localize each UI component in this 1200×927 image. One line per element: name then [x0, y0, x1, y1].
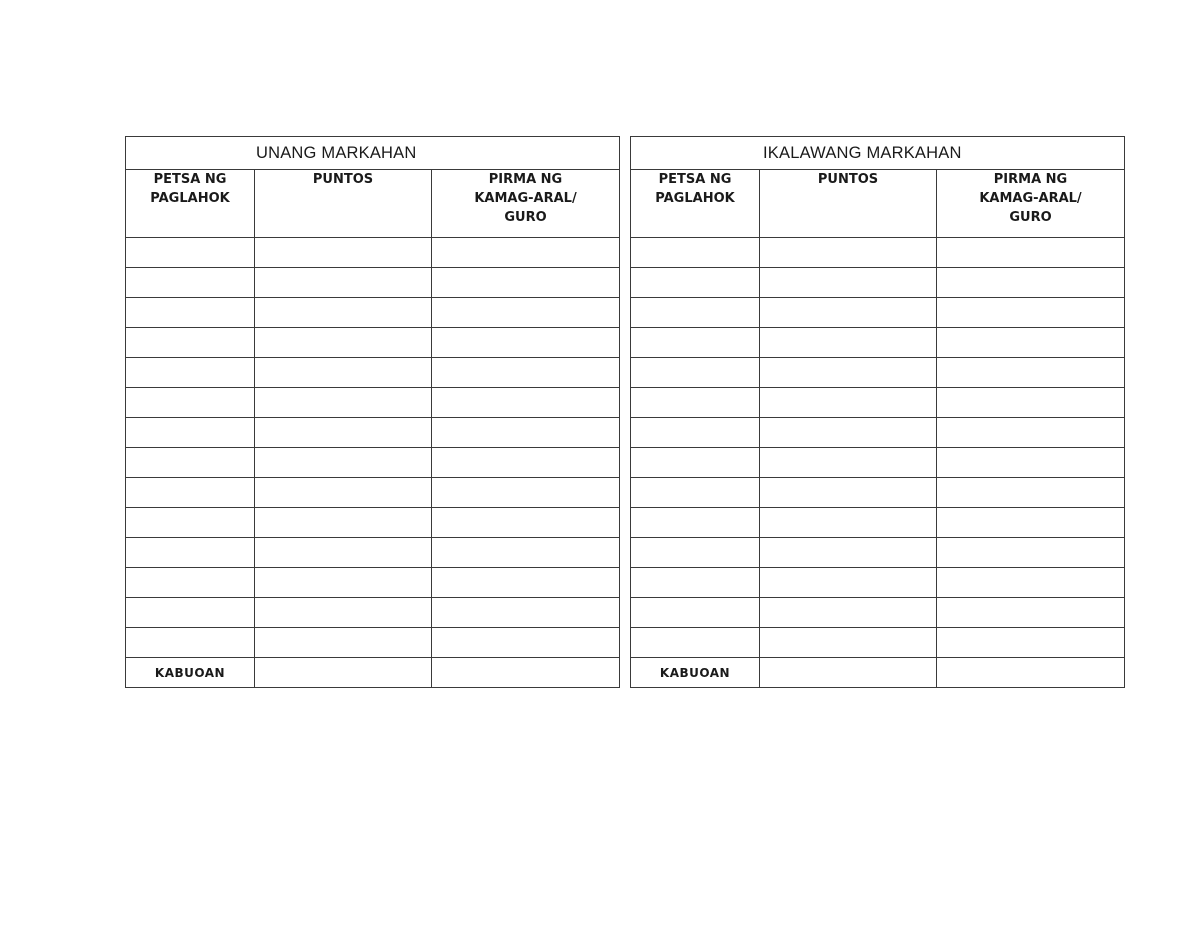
date-cell[interactable] — [126, 268, 255, 298]
signature-cell[interactable] — [432, 598, 620, 628]
total-row — [631, 658, 1125, 688]
header-line: PUNTOS — [312, 172, 374, 187]
points-cell[interactable] — [255, 598, 432, 628]
signature-cell[interactable] — [432, 298, 620, 328]
signature-cell[interactable] — [432, 358, 620, 388]
date-cell[interactable] — [126, 478, 255, 508]
header-line: PAGLAHOK — [150, 191, 230, 206]
date-cell[interactable] — [126, 358, 255, 388]
points-cell[interactable] — [255, 268, 432, 298]
header-signature — [937, 170, 1125, 238]
points-cell[interactable] — [255, 328, 432, 358]
signature-cell[interactable] — [432, 388, 620, 418]
header-line: PUNTOS — [817, 172, 879, 187]
table-row — [631, 358, 1125, 388]
date-cell[interactable] — [126, 568, 255, 598]
points-cell[interactable] — [760, 478, 937, 508]
header-line: PIRMA NG — [488, 172, 563, 187]
points-cell[interactable] — [255, 538, 432, 568]
signature-cell[interactable] — [937, 478, 1125, 508]
signature-cell[interactable] — [937, 598, 1125, 628]
table-row — [126, 508, 620, 538]
date-cell[interactable] — [631, 628, 760, 658]
total-points-cell[interactable] — [255, 658, 432, 688]
header-line: PETSA NG — [658, 172, 732, 187]
points-cell[interactable] — [760, 418, 937, 448]
points-cell[interactable] — [760, 388, 937, 418]
header-line: GURO — [504, 210, 547, 225]
date-cell[interactable] — [631, 328, 760, 358]
signature-cell[interactable] — [937, 568, 1125, 598]
table-row — [631, 628, 1125, 658]
table-row — [631, 478, 1125, 508]
points-cell[interactable] — [760, 238, 937, 268]
header-line: GURO — [1009, 210, 1052, 225]
date-cell[interactable] — [631, 418, 760, 448]
signature-cell[interactable] — [937, 418, 1125, 448]
date-cell[interactable] — [631, 358, 760, 388]
header-date — [126, 170, 255, 238]
signature-cell[interactable] — [432, 328, 620, 358]
table-row — [126, 538, 620, 568]
header-line: PIRMA NG — [993, 172, 1068, 187]
points-cell[interactable] — [760, 568, 937, 598]
signature-cell[interactable] — [937, 268, 1125, 298]
points-cell[interactable] — [760, 598, 937, 628]
points-cell[interactable] — [760, 358, 937, 388]
date-cell[interactable] — [126, 418, 255, 448]
points-cell[interactable] — [760, 268, 937, 298]
date-cell[interactable] — [126, 238, 255, 268]
total-row — [126, 658, 620, 688]
table-row — [126, 628, 620, 658]
table-row — [126, 448, 620, 478]
table-body — [631, 238, 1125, 658]
signature-cell[interactable] — [432, 508, 620, 538]
signature-cell[interactable] — [432, 628, 620, 658]
table-row — [631, 568, 1125, 598]
table-row — [631, 418, 1125, 448]
signature-cell[interactable] — [432, 478, 620, 508]
signature-cell[interactable] — [432, 238, 620, 268]
points-cell[interactable] — [255, 478, 432, 508]
table-row — [126, 478, 620, 508]
total-points-cell[interactable] — [760, 658, 937, 688]
table-row — [631, 268, 1125, 298]
signature-cell[interactable] — [937, 448, 1125, 478]
date-cell[interactable] — [631, 448, 760, 478]
table-row — [126, 328, 620, 358]
signature-cell[interactable] — [432, 268, 620, 298]
total-signature-cell[interactable] — [937, 658, 1125, 688]
points-cell[interactable] — [255, 388, 432, 418]
date-cell[interactable] — [631, 298, 760, 328]
header-line: KAMAG-ARAL/ — [979, 191, 1082, 206]
date-cell[interactable] — [126, 538, 255, 568]
table-row — [126, 598, 620, 628]
header-line: PAGLAHOK — [655, 191, 735, 206]
date-cell[interactable] — [126, 298, 255, 328]
date-cell[interactable] — [631, 598, 760, 628]
date-cell[interactable] — [631, 478, 760, 508]
signature-cell[interactable] — [937, 358, 1125, 388]
points-cell[interactable] — [255, 568, 432, 598]
signature-cell[interactable] — [937, 238, 1125, 268]
total-signature-cell[interactable] — [432, 658, 620, 688]
table-row — [631, 388, 1125, 418]
table-row — [631, 598, 1125, 628]
date-cell[interactable] — [631, 568, 760, 598]
date-cell[interactable] — [126, 628, 255, 658]
points-cell[interactable] — [255, 508, 432, 538]
total-label: KABUOAN — [126, 658, 255, 688]
points-cell[interactable] — [255, 238, 432, 268]
date-cell[interactable] — [126, 448, 255, 478]
signature-cell[interactable] — [432, 448, 620, 478]
header-date — [631, 170, 760, 238]
points-cell[interactable] — [255, 358, 432, 388]
table-row — [126, 358, 620, 388]
points-cell[interactable] — [255, 448, 432, 478]
date-cell[interactable] — [631, 268, 760, 298]
table-row — [631, 508, 1125, 538]
table-row — [126, 418, 620, 448]
header-points — [255, 170, 432, 238]
points-cell[interactable] — [255, 298, 432, 328]
date-cell[interactable] — [126, 328, 255, 358]
signature-cell[interactable] — [432, 538, 620, 568]
table-title: IKALAWANG MARKAHAN — [631, 137, 1125, 170]
points-cell[interactable] — [255, 418, 432, 448]
signature-cell[interactable] — [937, 388, 1125, 418]
table-row — [126, 568, 620, 598]
date-cell[interactable] — [631, 388, 760, 418]
table-row — [631, 538, 1125, 568]
table-title: UNANG MARKAHAN — [126, 137, 620, 170]
points-cell[interactable] — [760, 298, 937, 328]
table-row — [631, 448, 1125, 478]
points-cell[interactable] — [760, 538, 937, 568]
header-signature — [432, 170, 620, 238]
table-row — [631, 298, 1125, 328]
total-label: KABUOAN — [631, 658, 760, 688]
date-cell[interactable] — [126, 388, 255, 418]
table-row — [126, 298, 620, 328]
first-quarter-table — [125, 136, 620, 688]
table-row — [126, 238, 620, 268]
table-row — [126, 388, 620, 418]
signature-cell[interactable] — [937, 508, 1125, 538]
header-line: PETSA NG — [153, 172, 227, 187]
points-cell[interactable] — [760, 508, 937, 538]
points-cell[interactable] — [760, 448, 937, 478]
signature-cell[interactable] — [937, 298, 1125, 328]
date-cell[interactable] — [631, 508, 760, 538]
date-cell[interactable] — [631, 538, 760, 568]
header-points — [760, 170, 937, 238]
date-cell[interactable] — [126, 508, 255, 538]
table-body — [126, 238, 620, 658]
table-row — [631, 328, 1125, 358]
signature-cell[interactable] — [937, 538, 1125, 568]
date-cell[interactable] — [126, 598, 255, 628]
points-cell[interactable] — [255, 628, 432, 658]
date-cell[interactable] — [631, 238, 760, 268]
points-cell[interactable] — [760, 628, 937, 658]
signature-cell[interactable] — [937, 328, 1125, 358]
signature-cell[interactable] — [937, 628, 1125, 658]
second-quarter-table — [630, 136, 1125, 688]
signature-cell[interactable] — [432, 418, 620, 448]
table-row — [126, 268, 620, 298]
signature-cell[interactable] — [432, 568, 620, 598]
points-cell[interactable] — [760, 328, 937, 358]
table-row — [631, 238, 1125, 268]
header-line: KAMAG-ARAL/ — [474, 191, 577, 206]
